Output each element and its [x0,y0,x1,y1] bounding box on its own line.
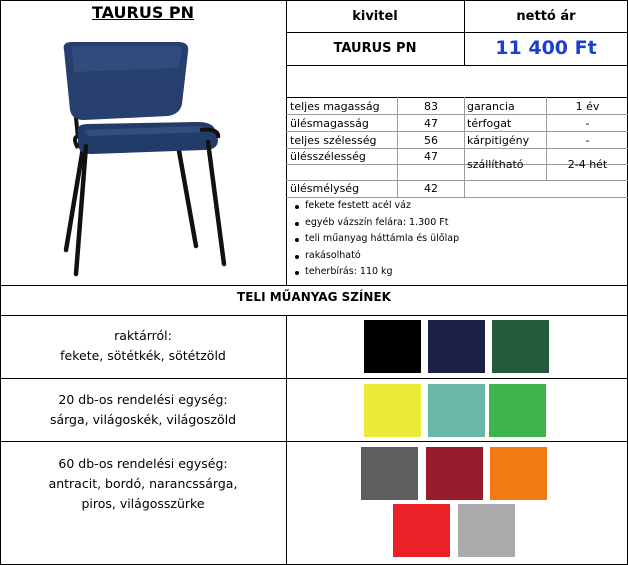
feature-item: teli műanyag háttámla és ülőlap [290,231,620,248]
spec-value-volume: - [585,117,590,130]
spec-label-delivery: szállítható [467,158,524,171]
spec-label-seat-depth: ülésmélység [290,182,360,195]
spec-label-seat-width: ülésszélesség [290,150,366,163]
chair-rail-left [75,136,78,148]
spec-col-2 [464,97,465,197]
swatch-dark-blue [428,320,485,373]
color-group-stock [0,326,286,366]
spec-label-seat-height: ülésmagasság [290,117,369,130]
swatch-light-grey [458,504,515,557]
rule-section-top [0,285,628,286]
color-group-names: sárga, világoskék, világoszöld [49,412,237,427]
spec-value-delivery: 2-4 hét [567,158,608,171]
color-group-60pcs [0,454,286,514]
price-header: nettó ár [516,9,576,24]
swatch-light-blue [428,384,485,437]
color-group-names: fekete, sötétkék, sötétzöld [60,348,226,363]
color-group-heading: raktárról: [114,328,172,343]
variant-header: kivitel [352,9,398,24]
spec-value-upholstery: - [585,134,590,147]
feature-item: teherbírás: 110 kg [290,264,620,281]
spec-value-seat-height: 47 [424,117,438,130]
spec-label-width: teljes szélesség [290,134,377,147]
feature-item: egyéb vázszín felára: 1.300 Ft [290,215,620,232]
chair-image [48,38,240,280]
spec-label-warranty: garancia [467,100,515,113]
variant-value: TAURUS PN [333,41,417,56]
swatch-yellow [364,384,421,437]
color-group-heading: 60 db-os rendelési egység: [58,456,228,471]
color-group-heading: 20 db-os rendelési egység: [58,392,228,407]
rule-section-bottom [0,315,628,316]
spec-label-upholstery: kárpitigény [467,134,530,147]
spec-label-volume: térfogat [467,117,512,130]
chair-backrest-highlight [72,46,182,72]
spec-value-width: 56 [424,134,438,147]
spec-value-seat-depth: 42 [424,182,438,195]
color-group-names-cont: piros, világosszürke [81,496,205,511]
product-title: TAURUS PN [91,3,195,22]
spec-value-height: 83 [424,100,438,113]
chair-front-leg-right [208,142,224,264]
rule-group-1 [0,378,628,379]
swatch-anthracite [361,447,418,500]
border-top [0,0,628,1]
divider-main-bottom [286,315,287,565]
swatch-dark-green [492,320,549,373]
swatch-red [393,504,450,557]
color-group-20pcs [0,390,286,430]
rule-group-2 [0,441,628,442]
spec-value-warranty: 1 év [575,100,600,113]
spec-value-seat-width: 47 [424,150,438,163]
swatch-burgundy [426,447,483,500]
swatch-black [364,320,421,373]
swatch-orange [490,447,547,500]
feature-list [290,198,620,281]
rule-header-1 [286,32,628,33]
price-value: 11 400 Ft [495,37,597,59]
feature-item: fekete festett acél váz [290,198,620,215]
spec-label-height: teljes magasság [290,100,380,113]
feature-item: rakásolható [290,248,620,265]
rule-header-2 [286,65,628,66]
colors-section-title: TELI MŰANYAG SZÍNEK [237,290,391,304]
swatch-light-green [489,384,546,437]
color-group-names: antracit, bordó, narancssárga, [48,476,238,491]
